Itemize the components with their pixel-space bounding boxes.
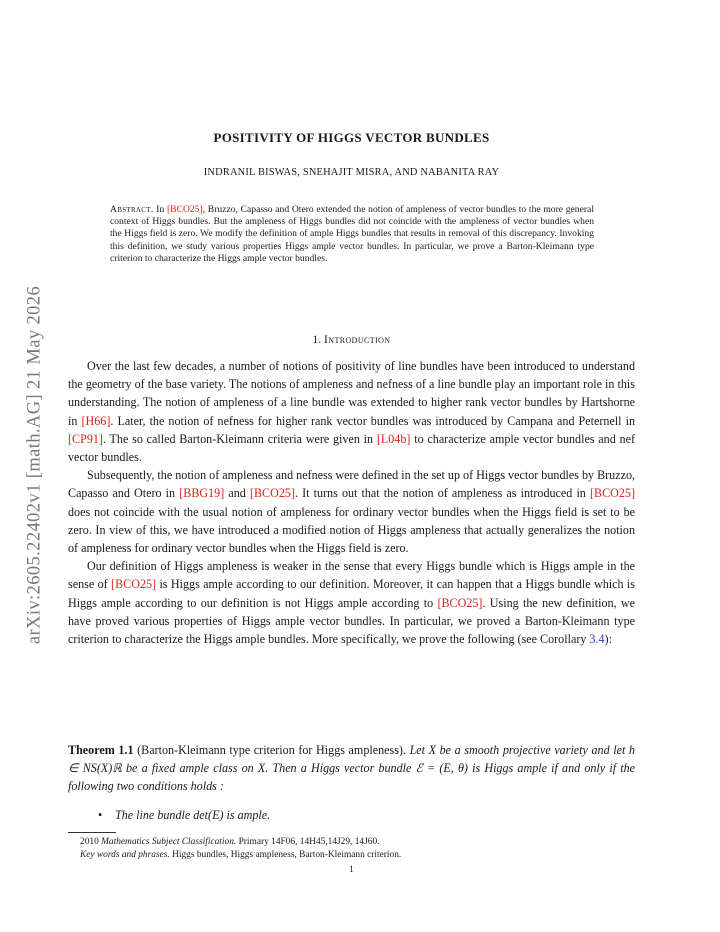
paper-title: POSITIVITY OF HIGGS VECTOR BUNDLES bbox=[213, 130, 490, 145]
paragraph-text: Over the last few decades, a number of notions of positivity of line bundles have been introduced to understand the geometry of the base variety. The notions of ampleness and nefness of a line bundle play an important role in this understanding. The notion of ampleness of a line bundle was extended to higher rank vector bundles by Hartshorne in bbox=[68, 359, 635, 428]
section-title: Introduction bbox=[324, 334, 391, 346]
paragraph-text: is Higgs ample according to our definition. Moreover, it can happen that a Higgs bundle which is Higgs ample according to our definition is not Higgs ample according to bbox=[68, 577, 635, 610]
citation-link[interactable]: [BCO25] bbox=[589, 486, 635, 501]
list-item-text: The line bundle det(E) is ample. bbox=[115, 808, 271, 822]
corollary-link[interactable]: 3.4 bbox=[589, 632, 605, 647]
paper-authors: INDRANIL BISWAS, SNEHAJIT MISRA, AND NABANITA RAY bbox=[203, 167, 500, 178]
list-item bbox=[98, 806, 618, 824]
paragraph-text: . Later, the notion of nefness for higher rank vector bundles was introduced by Campana and Peternell in bbox=[110, 413, 636, 428]
msc-footnote bbox=[80, 836, 635, 849]
msc-value: Primary 14F06, 14H45,14J29, 14J60. bbox=[236, 837, 380, 847]
theorem-note: (Barton-Kleimann type criterion for Higgs ampleness). bbox=[133, 743, 410, 757]
section-number: 1. bbox=[312, 334, 325, 346]
citation-link[interactable]: [BCO25] bbox=[249, 486, 295, 501]
arxiv-identifier: arXiv:2605.22402v1 [math.AG] 21 May 2026 bbox=[24, 285, 45, 645]
keywords-footnote bbox=[80, 849, 635, 862]
citation-link[interactable]: [H66] bbox=[81, 413, 111, 428]
msc-label: Mathematics Subject Classification. bbox=[101, 837, 237, 847]
abstract bbox=[110, 204, 594, 265]
paragraph-text: Subsequently, the notion of ampleness and nefness were defined in the set up of Higgs vector bundles by Bruzzo, Capasso and Otero in bbox=[68, 468, 636, 501]
citation-link[interactable]: [BCO25] bbox=[166, 204, 203, 215]
paragraph-text: . It turns out that the notion of ampleness as introduced in bbox=[294, 486, 590, 501]
paragraph-text: to characterize ample vector bundles and nef vector bundles. bbox=[68, 431, 635, 465]
theorem-statement: Let X be a smooth projective variety and let h ∈ NS(X)ℝ be a fixed ample class on X. Then a Higgs vector bundle ℰ = (E, θ) is Higgs ample if and only if the following two conditions holds : bbox=[68, 743, 635, 794]
paragraph bbox=[68, 557, 635, 648]
paragraph-text: . The so called Barton-Kleimann criteria were given in bbox=[102, 431, 377, 446]
msc-year: 2010 bbox=[80, 837, 102, 847]
bullet-marker: • bbox=[98, 808, 103, 822]
introduction-body bbox=[68, 357, 635, 648]
paragraph bbox=[68, 466, 635, 557]
paragraph-text: Our definition of Higgs ampleness is weaker in the sense that every Higgs bundle which is Higgs ample in the sense of bbox=[68, 559, 635, 592]
keywords-value: Higgs bundles, Higgs ampleness, Barton-Kleimann criterion. bbox=[169, 850, 402, 860]
citation-link[interactable]: [CP91] bbox=[68, 431, 103, 446]
keywords-label: Key words and phrases. bbox=[80, 850, 170, 860]
citation-link[interactable]: [BCO25] bbox=[437, 595, 483, 610]
paragraph-text: does not coincide with the usual notion of ampleness for ordinary vector bundles when the Higgs field is set to be zero. In view of this, we have introduced a modified notion of Higgs ampleness that actually generalizes the notion of ampleness for ordinary vector bundles when the Higgs field is zero. bbox=[68, 504, 635, 556]
theorem-block bbox=[68, 741, 635, 796]
abstract-label: Abstract. bbox=[110, 204, 154, 215]
paragraph-text: and bbox=[224, 486, 250, 501]
paragraph bbox=[68, 357, 635, 466]
abstract-text: In bbox=[153, 204, 167, 215]
citation-link[interactable]: [L04b] bbox=[376, 431, 411, 446]
arxiv-sidebar bbox=[22, 240, 48, 690]
theorem-name: Theorem 1.1 bbox=[68, 743, 134, 757]
citation-link[interactable]: [BBG19] bbox=[179, 486, 225, 501]
footnote-rule bbox=[68, 832, 116, 833]
section-heading bbox=[68, 334, 635, 346]
paragraph-text: . Using the new definition, we have proved various properties of Higgs ample vector bundles. In particular, we proved a Barton-Kleimann type criterion to characterize the Higgs ample bundles. More specifically, we prove the following (see Corollary bbox=[68, 595, 635, 647]
footnotes bbox=[80, 836, 635, 862]
page-number: 1 bbox=[349, 865, 354, 875]
abstract-text: , Bruzzo, Capasso and Otero extended the notion of ampleness of vector bundles to the more general context of Higgs bundles. But the ampleness of Higgs bundles did not coincide with the ampleness of vector bundles when the Higgs field is zero. We modify the definition of ample Higgs bundles that results in removal of this discrepancy. Invoking this definition, we study various properties Higgs ample vector bundles. In particular, we prove a Barton-Kleimann type criterion to characterize the Higgs ample vector bundles. bbox=[110, 204, 594, 264]
paragraph-text: ): bbox=[604, 632, 612, 647]
citation-link[interactable]: [BCO25] bbox=[111, 577, 157, 592]
